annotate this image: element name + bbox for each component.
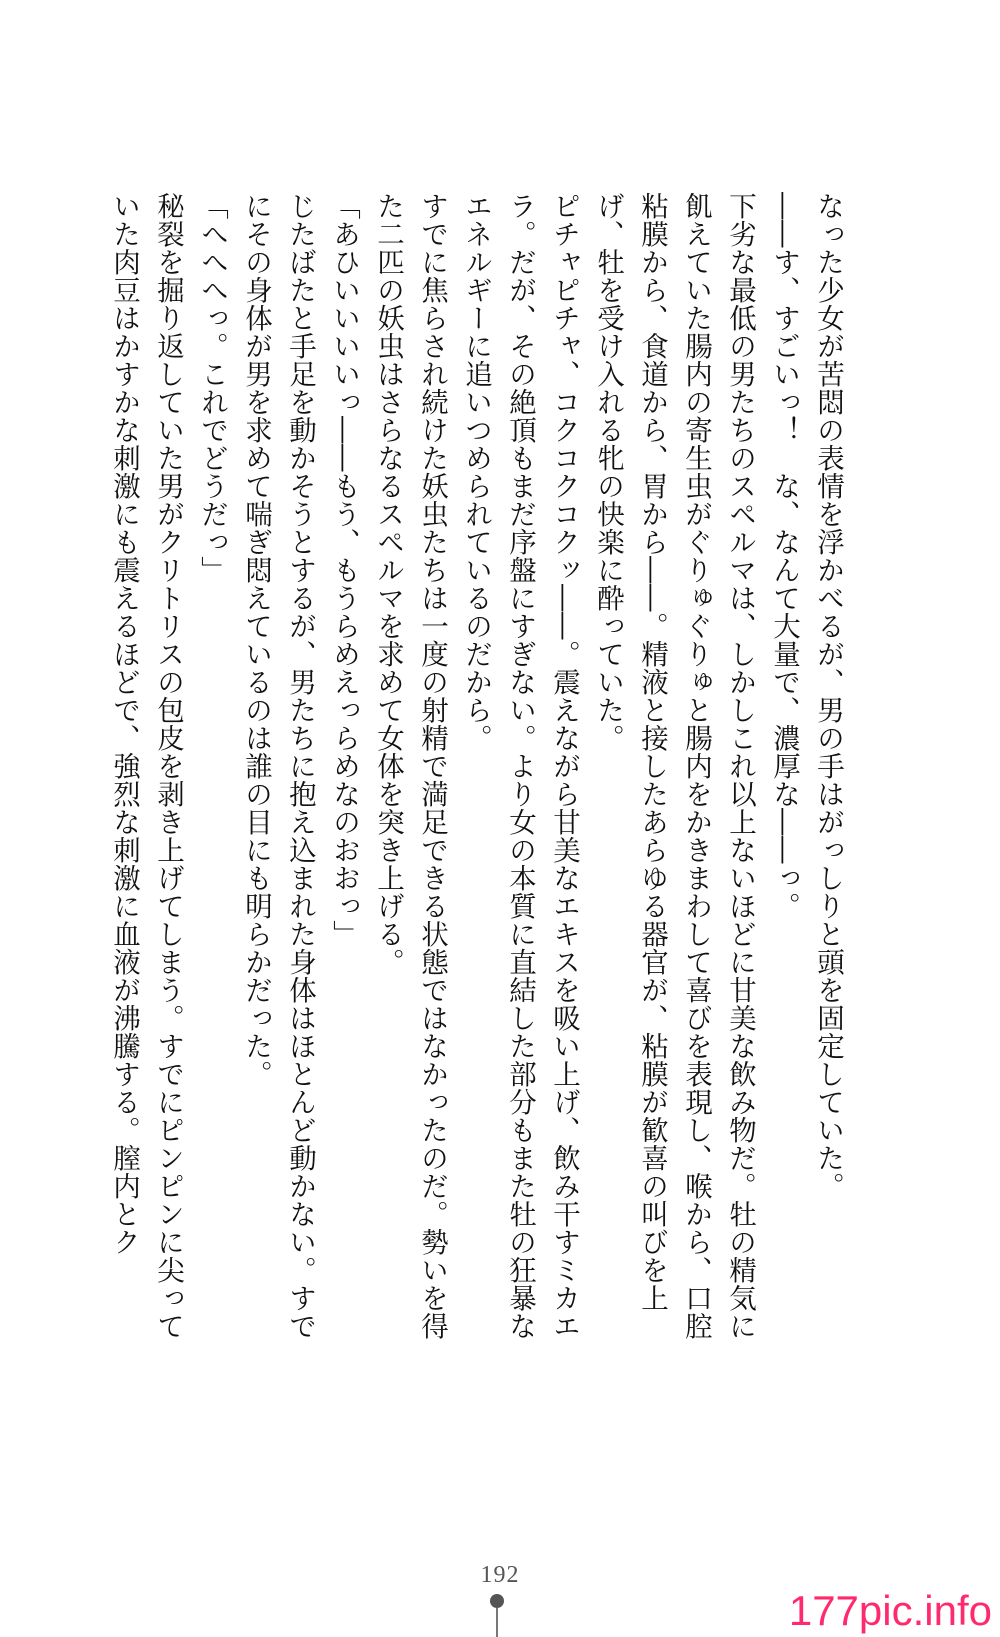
paragraph: ピチャピチャ、コクコクコクッ――。震えながら甘美なエキスを吸い上げ、飲み干すミカエラ。だが、その絶頂もまだ序盤にすぎない。より女の本質に直結した部分もまた牡の狂暴なエネルギーに追いつめられているのだから。	[460, 192, 580, 1340]
paragraph: 秘裂を掘り返していた男がクリトリスの包皮を剥き上げてしまう。すでにピンピンに尖っていた肉豆はかすかな刺激にも震えるほどで、強烈な刺激に血液が沸騰する。膣内とク	[108, 192, 184, 1340]
page-number: 192	[480, 1562, 520, 1588]
page-marker-line	[496, 1608, 498, 1637]
paragraph: すでに焦らされ続けた妖虫たちは一度の射精で満足できる状態ではなかったのだ。勢いを得た二匹の妖虫はさらなるスペルマを求めて女体を突き上げる。	[372, 192, 448, 1340]
paragraph: 「へへへっ。これでどうだっ」	[196, 192, 228, 584]
paragraph: 「あひいいいいっ――もう、もうらめえっらめなのおおっ」	[328, 192, 360, 948]
paragraph: なった少女が苦悶の表情を浮かべるが、男の手はがっしりと頭を固定していた。	[812, 192, 844, 1200]
page-marker-dot	[490, 1594, 504, 1608]
vertical-text-body	[108, 192, 850, 1342]
paragraph: じたばたと手足を動かそうとするが、男たちに抱え込まれた身体はほとんど動かない。すでにその身体が男を求めて喘ぎ悶えているのは誰の目にも明らかだった。	[240, 192, 316, 1340]
paragraph: ――す、すごいっ！ な、なんて大量で、濃厚な――っ。	[768, 192, 800, 920]
watermark-link[interactable]: 177pic.info	[788, 1587, 992, 1634]
paragraph: 下劣な最低の男たちのスペルマは、しかしこれ以上ないほどに甘美な飲み物だ。牡の精気に飢えていた腸内の寄生虫がぐりゅぐりゅと腸内をかきまわして喜びを表現し、喉から、口腔粘膜から、食道から、胃から――。精液と接したあらゆる器官が、粘膜が歓喜の叫びを上げ、牡を受け入れる牝の快楽に酔っていた。	[592, 192, 756, 1340]
